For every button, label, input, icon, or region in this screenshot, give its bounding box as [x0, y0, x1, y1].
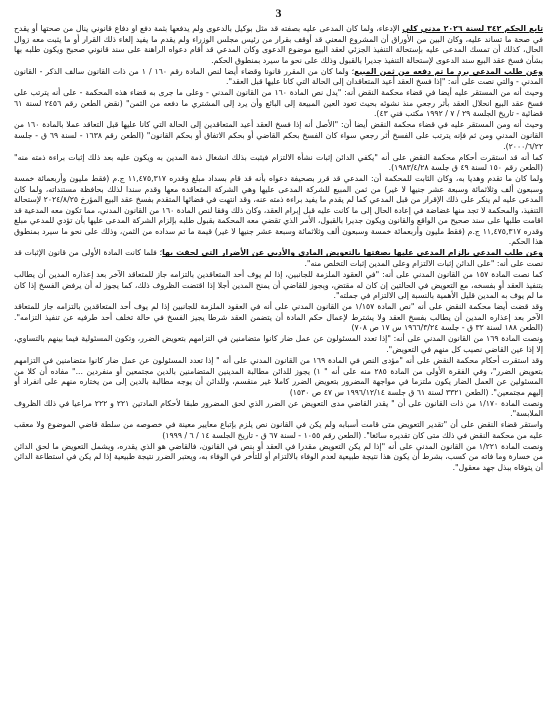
paragraph: [14, 334, 543, 355]
paragraph-text: كما أنه قد استقرت أحكام محكمة النقض على أنه "يكفي الدائن إثبات نشأة الالتزام فيثبت بذلك انشغال ذمة المدين به ويكون عليه بعد ذلك إثبات براءة ذمته منه" (الطعن رقم ١٥٠ لسنة ٤٩ ق جلسة ١٩٨٣/٤/٢٨).: [14, 152, 543, 173]
paragraph-text: ولما كان ما تقدم وهديا به، وكان الثابت للمحكمة أن: المدعي قد قرر بصحيفة دعواه بأنه قد قام بسداد مبلغ وقدره ١١,٤٧٥,٣١٧ ج.م (فقط مليون وأربعمائة خمسة وسبعون ألف وثلاثمائة وسبعة عشر جنيها لا غير) من ثمن المبيع للشركة المدعى عليها وهي الشركة المتعاقدة معها وقدم سندا لذلك بحافظة مستنداته، ولما كان المدعى عليه لم ينكر على ذلك الإقرار من قبل المدعي كما لم يقدم ما يفيد براءة ذمته عنه، وقد انتهت في قضائها المتقدم بفسخ عقد البيع المؤرخ ٢٠٢٤/٨/٢٥ لإستحالة التنفيذ، والمحكمة لا تجد منها غضاضة في إعادة الحال إلى ما كانت عليه قبل إبرام العقد، وكان ذلك وفقا لنص المادة ١٦٠ من القانون المدني، مما تكون معه المدعية قد اقامت طلبها على سند صحيح من الواقع والقانون ويكون جديرا بالقبول، الأمر الذي تقضي معه المحكمة بقبول طلبه بإلزام الشركة المدعى عليها بأن تؤدي للمدعي مبلغ وقدره ١١,٤٧٥,٣١٧ ج.م (فقط مليون وأربعمائة خمسة وسبعون ألف وثلاثمائة وسبعة عشر جنيها لا غير) قيمة ما تم سداده من الثمن، وذلك على نحو ما سيرد بمنطوق هذا الحكم.: [14, 174, 543, 247]
page-number: 3: [275, 6, 282, 20]
document-body: [14, 24, 543, 473]
paragraph-text: وحيث أنه ومن المستقر عليه في قضاء محكمة النقض أيضا أن: "الأصل أنه إذا فسخ العقد أعيد المتعاقدين إلى الحالة التي كانا عليها قبل التعاقد عملا بالمادة ١٦٠ من القانون المدني ومن ثم فإنه يترتب على الفسخ أثر رجعي سواء كان الفسخ بحكم القاضي أو بحكم الاتفاق أو بحكم القانون" (الطعن رقم ١٦٣٨ - لسنة ٦٩ ق - جلسة ٢٠٠٠/٦/٢٢).: [14, 120, 543, 151]
paragraph: [14, 420, 543, 441]
paragraph: [14, 88, 543, 120]
section-heading: تابع الحكم ٣٤٢ لسنة ٢٠٢٦ مدني كلي: [402, 24, 543, 33]
paragraph-text: ؛ فلما كانت المادة الأولى من قانون الإثبات قد نصت على أنه: "على الدائن إثبات الالتزام وعلى المدين إثبات التخلص منه".: [14, 248, 543, 269]
section-heading: وعن طلب المدعي بإلزام المدعى عليها بصفتها بالتعويض المادي والأدبي عن الأضرار التي لحقت بها: [162, 248, 543, 258]
paragraph-text: وحيث أنه من المستقر عليه أيضا في قضاء محكمة النقض أنه: "يدل نص المادة ١٦٠ من القانون المدني - وعلى ما جرى به قضاء هذه المحكمة - على أنه يترتب على فسخ عقد البيع انحلال العقد بأثر رجعي منذ نشوئه بحيث تعود العين المبيعة إلى البائع وأن يرد إلى المشتري ما دفعه من الثمن" (نقض الطعن رقم ٢٤٥٦ لسنة ٦١ قضائية - تاريخ الجلسة ٢٩ / ٧ / ١٩٩٢ مكتب فني ٤٣).: [14, 88, 543, 119]
paragraph-text: كما نصت المادة ١٥٧ من القانون المدني على أنه: "في العقود الملزمة للجانبين، إذا لم يوف أحد المتعاقدين بالتزامه جاز للمتعاقد الآخر بعد إعذاره المدين أن يطالب بتنفيذ العقد أو بفسخه، مع التعويض في الحالتين إن كان له مقتض، ويجوز للقاضي أن يمنح المدين أجلا إذا اقتضت الظروف ذلك، كما يجوز له أن يرفض الفسخ إذا كان ما لم يوف به المدين قليل الأهمية بالنسبة إلى الالتزام في جملته".: [14, 270, 543, 301]
paragraph: [14, 174, 543, 248]
paragraph: [14, 248, 543, 269]
paragraph: [14, 270, 543, 302]
paragraph-text: وقد استقرت أحكام محكمة النقض على أنه "مؤدى النص في المادة ١٦٩ من القانون المدني على أنه " إذا تعدد المسئولون عن عمل ضار كانوا متضامنين في التزامهم بتعويض الضرر"، وفي الفقرة الأولى من المادة ٢٨٥ منه على أنه " ١) يجوز للدائن مطالبة المدينين المتضامنين بالدين مجتمعين أو منفردين ..." مفاده أن كلا من المسئولين عن العمل الضار يكون ملتزما في مواجهة المضرور بتعويض الضرر كاملا غير منقسم، وللدائن أن يوجه مطالبة بالدين إلى من يختاره منهم على انفراد أو إليهم مجتمعين".: [14, 355, 543, 397]
paragraph: [14, 67, 543, 88]
paragraph: [14, 442, 543, 474]
paragraph-text: الإدعاء، ولما كان المدعى عليه بصفته قد مثل بوكيل بالدعوى ولم يدفعها بثمة دفع او دفاع قانوني ينال من صحتها أو يقدح في صحة ما تساند عليه، وكان البين من الأوراق أن المشروع المعني قد أوقف بقرار من رئيس مجلس الوزراء ولم يقدم ما يفيد إلغاء ذلك القرار أو ما يثبت معه زوال الحال، كذلك أن تمسك المدعى عليه بإستحالة التنفيذ الجزئي لعقد البيع موضوع الدعوى وكان المدعي قد أقام دعواه الراهنة على سند قانوني صحيح ويكون طلبه بها بشأن فسخ عقد البيع سند الدعوى لإستحالة التنفيذ جديرا بالقبول وذلك على نحو ما سيرد بمنطوق الحكم.: [14, 24, 543, 65]
paragraph: [14, 153, 543, 174]
paragraph: [14, 356, 543, 398]
paragraph: [14, 302, 543, 334]
paragraph-text: (الطعن رقم ١٠٥٥ - لسنة ٦٧ ق - تاريخ الجلسة ١٤ / ٦ / ١٩٩٩): [162, 430, 364, 440]
document-page: [14, 6, 543, 710]
paragraph-text: ونصت المادة ١/٢٢١ من القانون المدني على أنه "إذا لم يكن التعويض مقدرا في العقد أو بنص في القانون، فالقاضي هو الذي يقدره، ويشمل التعويض ما لحق الدائن من خسارة وما فاته من كسب، بشرط أن يكون هذا نتيجة طبيعية لعدم الوفاء بالالتزام أو للتأخر في الوفاء به، ويعتبر الضرر نتيجة طبيعية إذا لم يكن في استطاعة الدائن أن يتوقاه ببذل جهد معقول".: [14, 441, 543, 472]
paragraph-text: (الطعن ٣٣٢١ لسنة ٦١ ق جلسة ١٩٩٦/١٢/١٤ س ٤٧ ص ١٥٣٠): [289, 387, 491, 397]
paragraph-text: واستقر قضاء النقض على أن "تقدير التعويض متى قامت أسبابه ولم يكن في القانون نص يلزم بإتباع معايير معينة في خصوصه من سلطة قاضي الموضوع ولا معقب عليه من محكمة النقض في ذلك متى كان تقديره سائغا".: [14, 420, 543, 440]
paragraph-text: وقد قضت أيضا محكمة النقض على أنه "نص المادة ١/١٥٧ من القانون المدني على أنه في العقود الملزمة للجانبين إذا لم يوف أحد المتعاقدين بالتزامه جاز للمتعاقد الآخر بعد إعذاره المدين أن يطالب بفسخ العقد ولا يشترط لإعمال حكم المادة أن يتضمن العقد شرطا يجيز الفسخ في حالة تخلف أحد طرفيه عن تنفيذ التزامه".: [14, 302, 543, 322]
paragraph-text: ونصت المادة ١/١٧٠ من ذات القانون على أن " يقدر القاضي مدى التعويض عن الضرر الذي لحق المضرور طبقا لأحكام المادتين ٢٢١ و ٢٢٢ مراعيا في ذلك الظروف الملابسة".: [14, 398, 543, 419]
paragraph-text: (الطعن ١٨٨ لسنة ٣٢ ق - جلسة ١٩٦٦/٣/٢٤ س ١٧ ص ٧٠٨): [351, 323, 543, 333]
paragraph-text: ونصت المادة ١٦٩ من القانون المدني على أنه: "إذا تعدد المسئولون عن عمل ضار كانوا متضامنين في التزامهم بتعويض الضرر، وتكون المسئولية فيما بينهم بالتساوي، إلا إذا عين القاضي نصيب كل منهم في التعويض".: [14, 334, 543, 354]
paragraph: [14, 24, 543, 66]
paragraph-text: ؛ ولما كان من المقرر قانونا وقضاء أيضا لنص المادة رقم ١٦٠ / ١ من ذات القانون سالف الذكر - القانون المدني - والتي نصت على أنه: "إذا فسخ العقد أعيد المتعاقدان إلى الحالة التي كانا عليها قبل العقد".: [14, 66, 543, 87]
paragraph: [14, 120, 543, 152]
paragraph: [14, 399, 543, 420]
section-heading: وعن طلب المدعي برد ما تم دفعه من ثمن المبيع: [354, 66, 543, 76]
